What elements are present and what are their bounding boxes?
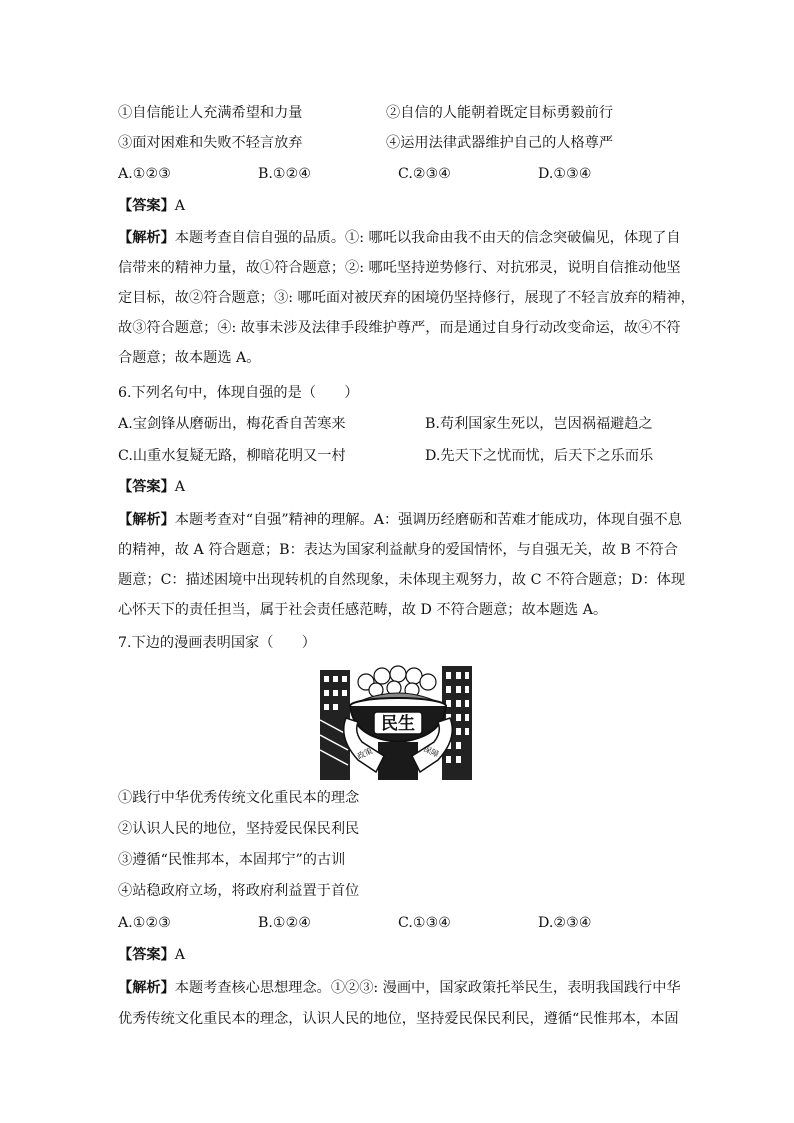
q6-option-b: B.苟利国家生死以，岂因祸福避趋之 (425, 416, 653, 432)
q7-option-d: D.②③④ (538, 915, 592, 931)
right-hand-label: 保障 (421, 744, 441, 760)
q7-statement-3: ③遵循“民惟邦本，本固邦宁”的古训 (118, 852, 346, 868)
answer-value: A (174, 479, 186, 495)
answer-label: 【答案】 (118, 479, 175, 495)
q7-statement-1: ①践行中华优秀传统文化重民本的理念 (118, 790, 360, 806)
answer-value: A (174, 947, 186, 963)
q5-option-c: C.②③④ (398, 166, 452, 182)
q6-option-c: C.山重水复疑无路，柳暗花明又一村 (118, 448, 346, 464)
analysis-label: 【解析】 (118, 230, 175, 246)
answer-value: A (174, 198, 186, 214)
q5-analysis-line-4: 故③符合题意；④: 故事未涉及法律手段维护尊严，而是通过自身行动改变命运，故④不符 (118, 320, 681, 336)
q5-analysis-line-5: 合题意；故本题选 A。 (118, 350, 261, 366)
analysis-text: 本题考查自信自强的品质。①: 哪吒以我命由我不由天的信念突破偏见，体现了自 (174, 230, 681, 246)
q7-answer (118, 945, 185, 965)
q5-analysis-line-1 (118, 228, 681, 248)
q7-question: 7.下边的漫画表明国家（ ） (118, 635, 316, 651)
q7-option-c: C.①③④ (398, 915, 452, 931)
q5-statement-1: ①自信能让人充满希望和力量 (118, 105, 303, 121)
q6-analysis-line-1 (118, 510, 682, 530)
q5-analysis-line-2: 信带来的精神力量，故①符合题意；②: 哪吒坚持逆势修行、对抗邪灵，说明自信推动他坚 (118, 260, 681, 276)
analysis-text: 本题考查核心思想理念。①②③: 漫画中，国家政策托举民生，表明我国践行中华 (174, 980, 681, 996)
q5-analysis-line-3: 定目标，故②符合题意；③: 哪吒面对被厌弃的困境仍坚持修行，展现了不轻言放弃的精神， (118, 290, 695, 306)
q7-option-b: B.①②④ (258, 915, 312, 931)
q6-analysis-line-3: 题意；C：描述困境中出现转机的自然现象，未体现主观努力，故 C 不符合题意；D：体现 (118, 572, 686, 588)
q6-option-a: A.宝剑锋从磨砺出，梅花香自苦寒来 (118, 416, 346, 432)
q6-analysis-line-4: 心怀天下的责任担当，属于社会责任感范畴，故 D 不符合题意；故本题选 A。 (118, 602, 608, 618)
q6-question: 6.下列名句中，体现自强的是（ ） (118, 385, 359, 401)
analysis-label: 【解析】 (118, 980, 175, 996)
q5-answer (118, 196, 185, 216)
q6-answer (118, 477, 185, 497)
answer-label: 【答案】 (118, 947, 175, 963)
analysis-text: 本题考查对“自强”精神的理解。A：强调历经磨砺和苦难才能成功，体现自强不息 (174, 512, 682, 528)
q6-option-d: D.先天下之忧而忧，后天下之乐而乐 (425, 448, 654, 464)
q5-statement-3: ③面对困难和失败不轻言放弃 (118, 135, 303, 151)
q7-option-a: A.①②③ (118, 915, 171, 931)
answer-label: 【答案】 (118, 198, 175, 214)
bowl-label: 民生 (381, 714, 415, 734)
q5-option-d: D.①③④ (538, 166, 592, 182)
q7-statement-2: ②认识人民的地位，坚持爱民保民利民 (118, 821, 360, 837)
q6-analysis-line-2: 的精神，故 A 符合题意；B：表达为国家利益献身的爱国情怀，与自强无关，故 B 不符合 (118, 542, 678, 558)
cartoon-image (318, 660, 472, 780)
left-hand-label: 政策 (355, 746, 375, 762)
q5-option-b: B.①②④ (258, 166, 312, 182)
q7-analysis-line-2: 优秀传统文化重民本的理念，认识人民的地位，坚持爱民保民利民，遵循“民惟邦本，本固 (118, 1011, 679, 1027)
q7-statement-4: ④站稳政府立场，将政府利益置于首位 (118, 883, 360, 899)
q5-statement-4: ④运用法律武器维护自己的人格尊严 (386, 135, 614, 151)
analysis-label: 【解析】 (118, 512, 175, 528)
q5-statement-2: ②自信的人能朝着既定目标勇毅前行 (386, 105, 614, 121)
q7-analysis-line-1 (118, 978, 681, 998)
q5-option-a: A.①②③ (118, 166, 171, 182)
